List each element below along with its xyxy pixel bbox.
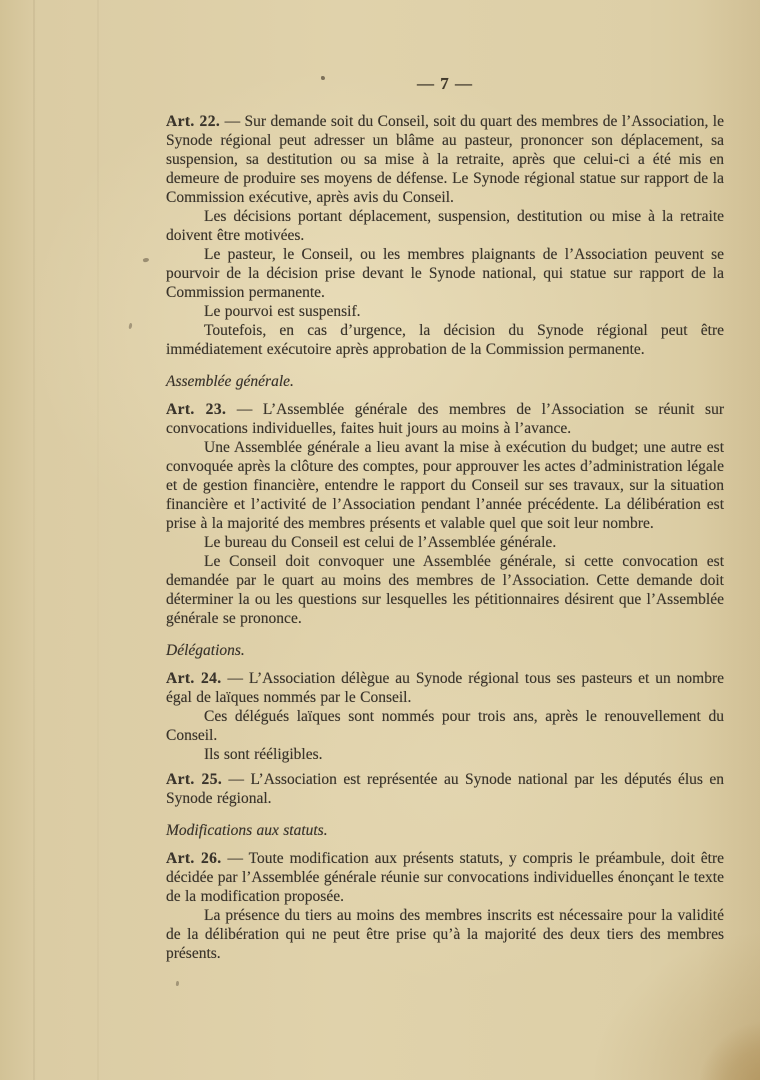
body-paragraph: Le pasteur, le Conseil, ou les membres plaignants de l’Association peuvent se pourvoir de la décision prise devant le Synode national, qui statue sur rapport de la Commission permanente.: [166, 246, 724, 301]
ink-speck: [176, 981, 180, 986]
body-paragraph: Le bureau du Conseil est celui de l’Assemblée générale.: [204, 534, 557, 551]
body-paragraph: Ces délégués laïques sont nommés pour trois ans, après le renouvellement du Conseil.: [166, 708, 724, 744]
article-label: Art. 25.: [166, 771, 223, 788]
article-paragraph: Art. 24. — L’Association délègue au Synode régional tous ses pasteurs et un nombre égal de laïques nommés par le Conseil.: [166, 670, 725, 706]
page-number: — 7 —: [417, 74, 473, 93]
article-label: Art. 23.: [166, 401, 227, 418]
body-paragraph: Le pourvoi est suspensif.: [204, 303, 361, 320]
article-label: Art. 22.: [166, 113, 221, 130]
ink-speck: [128, 323, 132, 330]
section-heading: Modifications aux statuts.: [166, 822, 328, 839]
article-label: Art. 24.: [166, 670, 222, 687]
body-paragraph: Ils sont rééligibles.: [204, 746, 323, 763]
article-paragraph: Art. 23. — L’Assemblée générale des membres de l’Association se réunit sur convocations individuelles, faites huit jours au moins à l’avance.: [166, 401, 724, 437]
ink-speck: [143, 257, 150, 263]
article-paragraph: Art. 22. — Sur demande soit du Conseil, soit du quart des membres de l’Association, le Synode régional peut adresser un blâme au pasteur, prononcer son déplacement, sa suspension, sa destitution ou sa mise à la retraite, après que celui-ci a été mis en demeure de produire ses moyens de défense. Le Synode régional statue sur rapport de la Commission exécutive, après avis du Conseil.: [166, 113, 724, 206]
section-heading: Délégations.: [166, 642, 245, 659]
body-paragraph: Les décisions portant déplacement, suspension, destitution ou mise à la retraite doivent être motivées.: [166, 208, 724, 244]
body-paragraph: La présence du tiers au moins des membres inscrits est nécessaire pour la validité de la délibération qui ne peut être prise qu’à la majorité des deux tiers des membres présents.: [166, 907, 724, 962]
body-paragraph: Le Conseil doit convoquer une Assemblée générale, si cette convocation est demandée par le quart au moins des membres de l’Association. Cette demande doit déterminer la ou les questions sur lesquelles les pétitionnaires désirent que l’Assemblée générale se prononce.: [166, 553, 724, 627]
paper-crease: [33, 0, 35, 1080]
article-paragraph: Art. 25. — L’Association est représentée au Synode national par les députés élus en Synode régional.: [166, 771, 725, 807]
body-paragraph: Une Assemblée générale a lieu avant la mise à exécution du budget; une autre est convoquée après la clôture des comptes, pour approuver les actes d’administration légale et de gestion financière, entendre le rapport du Conseil sur ses travaux, sur la situation financière et l’activité de l’Association pendant l’année précédente. La délibération est prise à la majorité des membres présents et valable quel que soit leur nombre.: [166, 439, 724, 532]
page-content: [166, 112, 724, 963]
article-paragraph: Art. 26. — Toute modification aux présents statuts, y compris le préambule, doit être décidée par l’Assemblée générale réunie sur convocations individuelles énonçant le texte de la modification proposée.: [166, 850, 725, 905]
body-paragraph: Toutefois, en cas d’urgence, la décision du Synode régional peut être immédiatement exécutoire après approbation de la Commission permanente.: [166, 322, 724, 358]
section-heading: Assemblée générale.: [166, 373, 294, 390]
paper-crease: [97, 0, 99, 1080]
article-label: Art. 26.: [166, 850, 222, 867]
